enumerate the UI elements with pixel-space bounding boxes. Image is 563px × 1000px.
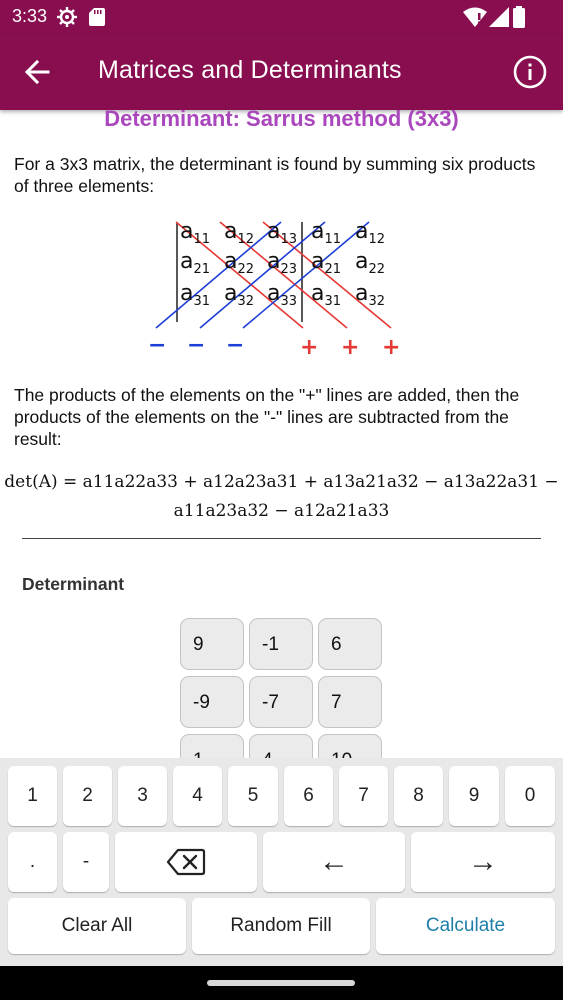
determinant-formula-line1 [0,472,563,492]
back-button[interactable] [18,54,58,90]
key-1[interactable]: 1 [8,766,57,826]
diagram-element: $a_{11}$ [311,219,342,247]
diagram-element: $a_{11}$ [180,219,211,247]
clear-all-button[interactable]: Clear All [8,898,186,954]
key-6[interactable]: 6 [284,766,333,826]
divider [22,538,541,539]
diagram-element: $a_{33}$ [267,281,298,309]
explanation-text: The products of the elements on the "+" lines are added, then the products of the elements on the "-" lines are subtracted from the result: [14,385,520,449]
diagram-element: $a_{21}$ [180,249,211,277]
backspace-key[interactable] [115,832,257,892]
minus-sign: − [226,333,245,358]
plus-sign: + [382,335,401,360]
section-title: Determinant: Sarrus method (3x3) [104,106,459,131]
determinant-label: Determinant [22,574,125,594]
matrix-cell-r1c2[interactable]: -1 [249,618,313,670]
diagram-element: $a_{32}$ [224,281,255,309]
key-2[interactable]: 2 [63,766,112,826]
key-9[interactable]: 9 [449,766,499,826]
content-area[interactable] [0,106,563,758]
settings-gear-icon [56,6,78,33]
minus-sign: − [187,333,206,358]
home-gesture-handle[interactable] [207,980,355,986]
wifi-icon [463,7,487,32]
diagram-element: $a_{31}$ [311,281,342,309]
diagram-element: $a_{12}$ [224,219,255,247]
battery-icon [513,6,525,33]
determinant-formula-line2 [0,501,563,521]
key-3[interactable]: 3 [118,766,167,826]
sarrus-diagram [140,214,410,362]
info-icon [512,54,548,90]
matrix-cell-r2c1[interactable]: -9 [180,676,244,728]
info-button[interactable] [512,54,548,90]
random-fill-button[interactable]: Random Fill [192,898,370,954]
diagram-element: $a_{22}$ [224,249,255,277]
signal-icon [489,7,509,32]
key-0[interactable]: 0 [505,766,555,826]
key-minus[interactable]: - [63,832,109,892]
key-dot[interactable]: . [8,832,57,892]
diagram-element: $a_{32}$ [355,281,386,309]
formula-line2-text: a11a23a32 − a12a21a33 [173,501,390,521]
status-bar [0,0,563,34]
calculate-button[interactable]: Calculate [376,898,555,954]
app-title: Matrices and Determinants [98,56,402,84]
matrix-cell-r2c2[interactable]: -7 [249,676,313,728]
diagram-element: $a_{31}$ [180,281,211,309]
backspace-icon [166,848,206,876]
navigation-bar [0,966,563,1000]
key-4[interactable]: 4 [173,766,222,826]
arrow-left-icon [18,54,58,90]
diagram-element: $a_{13}$ [267,219,298,247]
matrix-cell-r2c3[interactable]: 7 [318,676,382,728]
status-time: 3:33 [12,6,48,26]
formula-line1-text: det(A) = a11a22a33 + a12a23a31 + a13a21a32 − a13a22a31 − [4,472,559,492]
numeric-keyboard [0,758,563,966]
plus-sign: + [341,335,360,360]
cursor-right-key[interactable] [411,832,555,892]
arrow-right-glyph: → [468,845,498,878]
key-5[interactable]: 5 [228,766,278,826]
cursor-left-key[interactable] [263,832,405,892]
matrix-cell-r1c3[interactable]: 6 [318,618,382,670]
minus-sign: − [148,333,167,358]
key-8[interactable]: 8 [394,766,443,826]
arrow-left-glyph: ← [319,845,349,878]
matrix-cell-r1c1[interactable]: 9 [180,618,244,670]
key-7[interactable]: 7 [339,766,388,826]
diagram-element: $a_{22}$ [355,249,386,277]
intro-text: For a 3x3 matrix, the determinant is found by summing six products of three elements: [14,154,536,196]
app-bar [0,34,563,110]
diagram-element: $a_{23}$ [267,249,298,277]
diagram-element: $a_{21}$ [311,249,342,277]
plus-sign: + [300,335,319,360]
diagram-element: $a_{12}$ [355,219,386,247]
sd-card-icon [89,8,105,31]
